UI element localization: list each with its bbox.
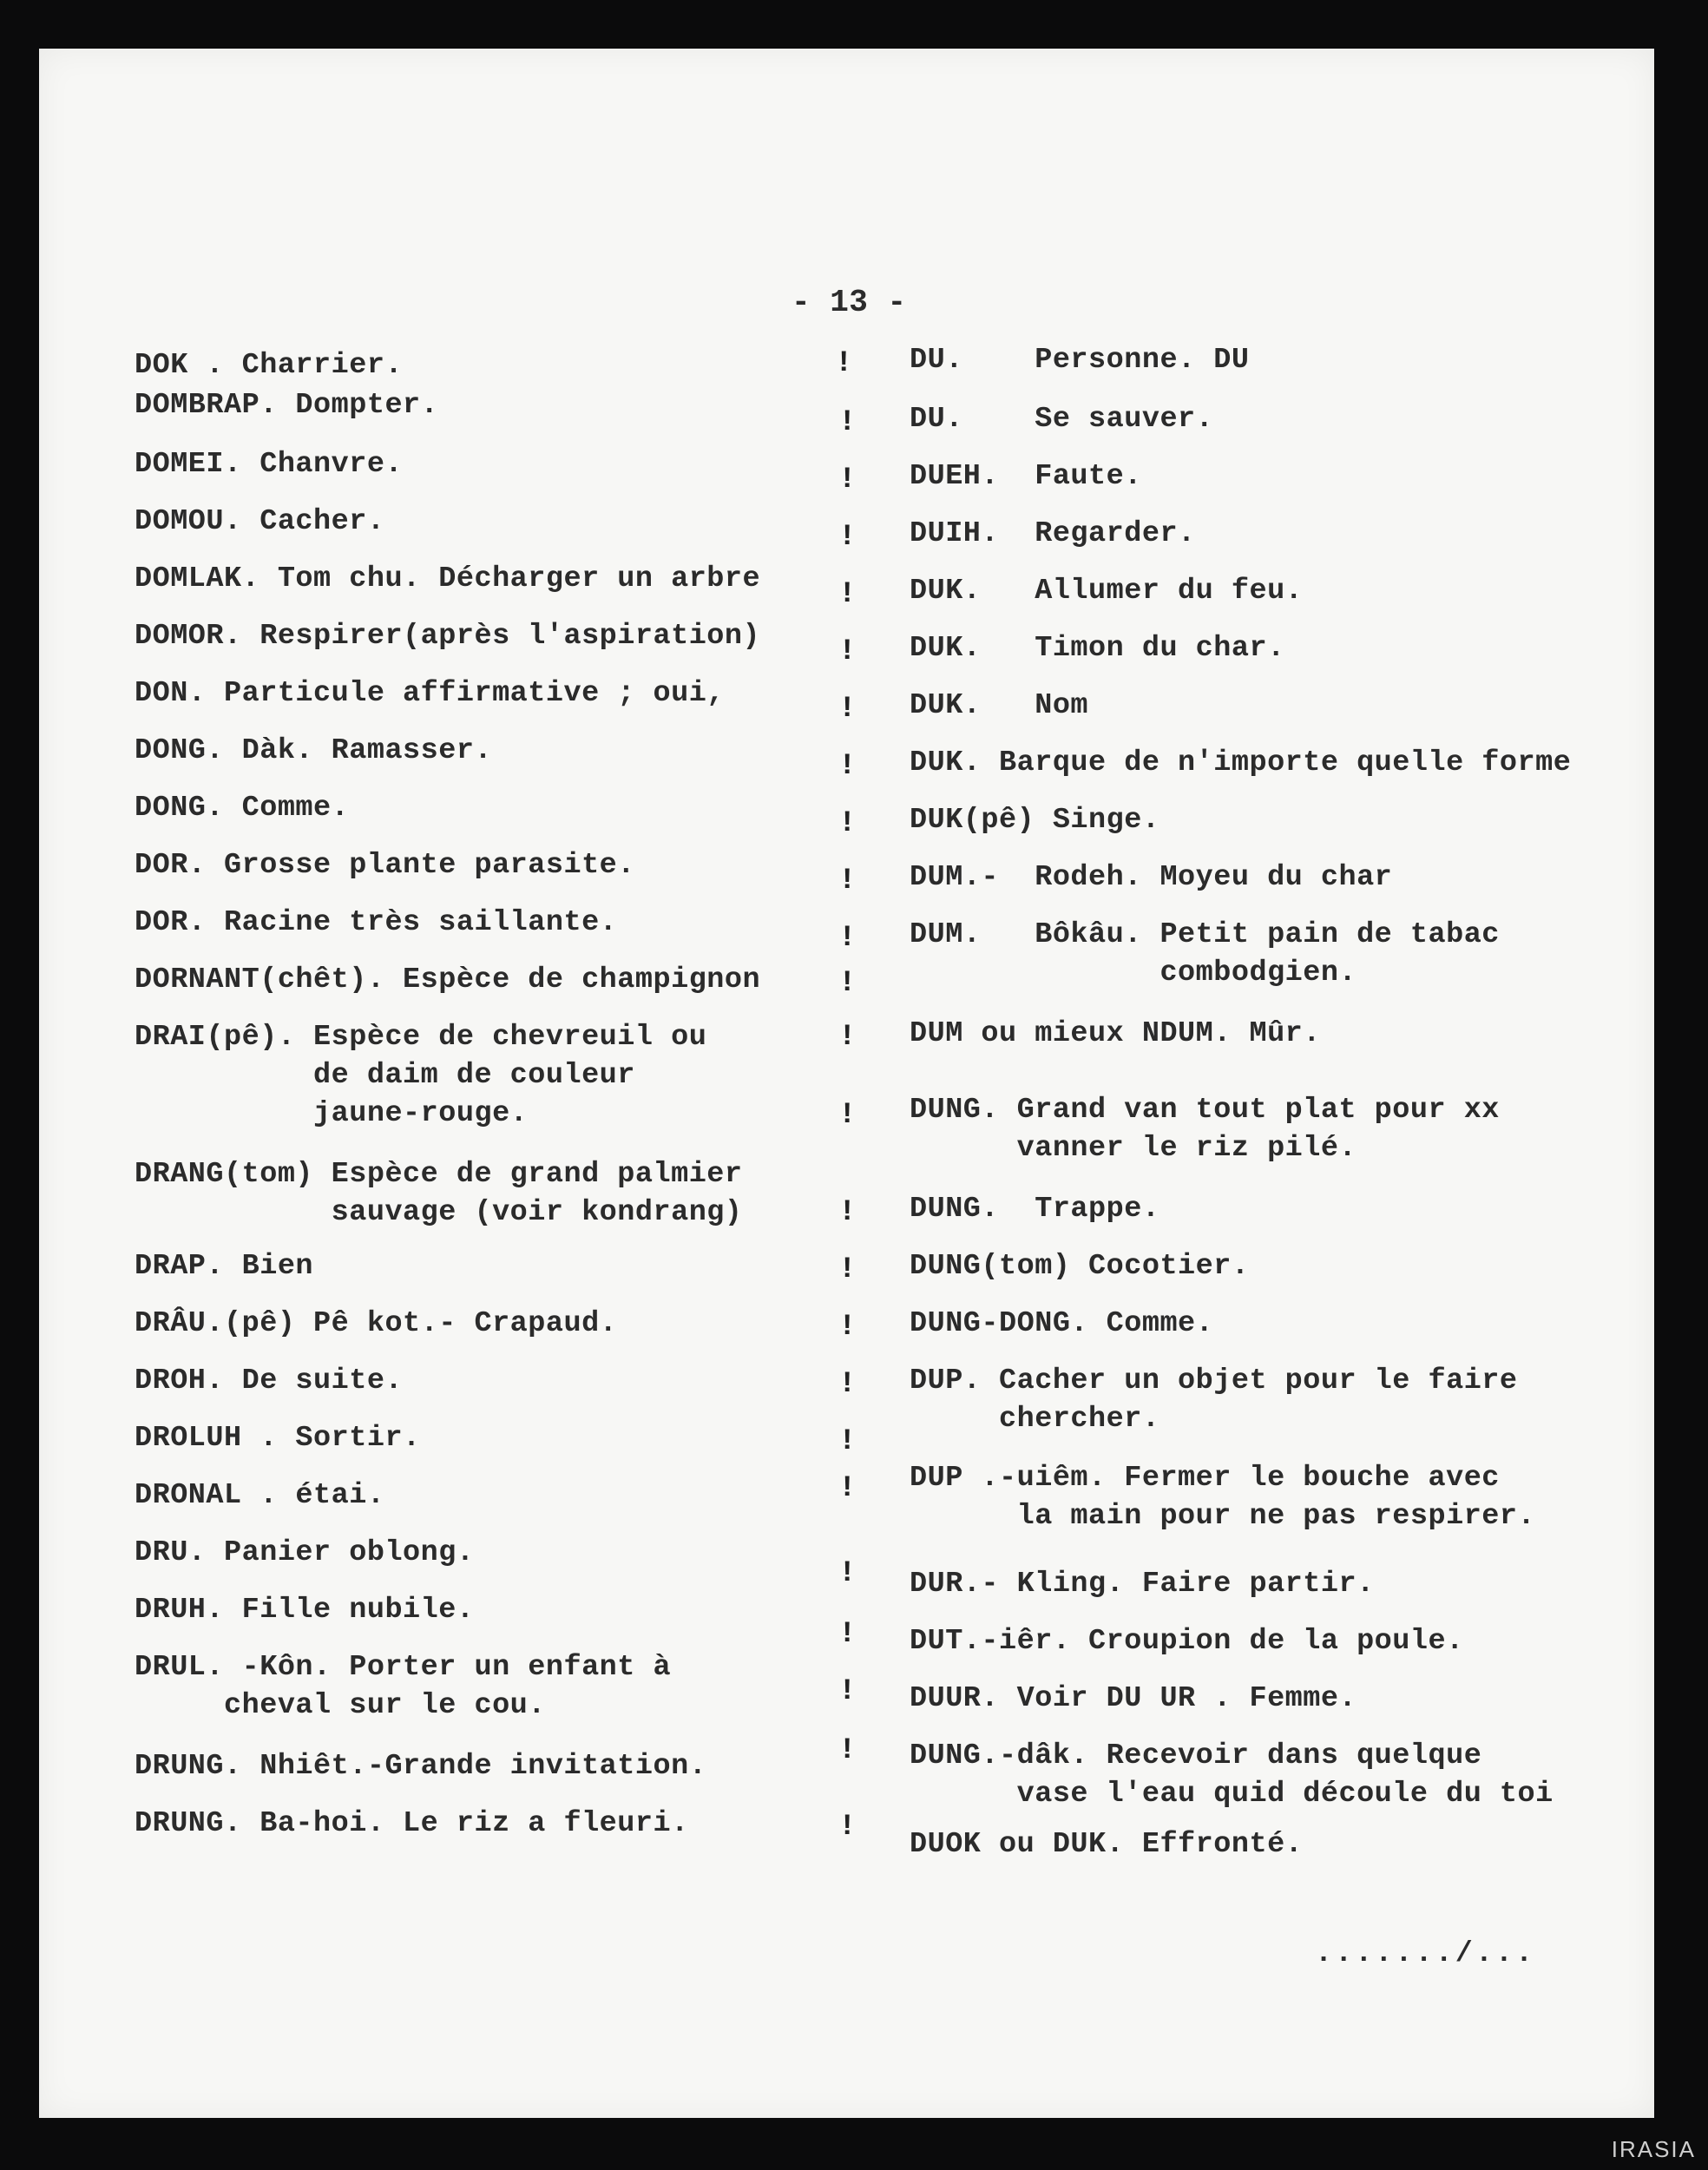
right-entry: DUT.-iêr. Croupion de la poule. — [910, 1625, 1464, 1658]
left-entry: DOR. Grosse plante parasite. — [135, 849, 635, 882]
divider-mark: ! — [838, 521, 857, 554]
left-entry: DRU. Panier oblong. — [135, 1536, 475, 1569]
divider-mark: ! — [838, 967, 857, 1000]
left-entry: DOR. Racine très saillante. — [135, 906, 618, 939]
left-entry: DRUH. Fille nubile. — [135, 1594, 475, 1627]
left-entry: DOMOR. Respirer(après l'aspiration) — [135, 620, 761, 653]
left-entry: DOMEI. Chanvre. — [135, 448, 404, 481]
watermark: IRASIA — [1611, 2136, 1696, 2162]
right-entry: DUEH. Faute. — [910, 460, 1142, 493]
left-entry: DRANG(tom) Espèce de grand palmier — [135, 1158, 743, 1191]
left-entry-continuation: de daim de couleur — [135, 1059, 635, 1092]
right-entry: DU. Se sauver. — [910, 403, 1214, 436]
right-entry: DUM. Bôkâu. Petit pain de tabac — [910, 918, 1500, 951]
divider-mark: ! — [838, 1099, 857, 1132]
left-entry-continuation: jaune-rouge. — [135, 1097, 529, 1130]
divider-mark: ! — [838, 464, 857, 496]
left-entry: DROH. De suite. — [135, 1364, 404, 1397]
right-entry: DUM.- Rodeh. Moyeu du char — [910, 861, 1393, 894]
left-entry: DOMOU. Cacher. — [135, 505, 385, 538]
divider-mark: ! — [838, 1734, 857, 1767]
left-entry: DONG. Dàk. Ramasser. — [135, 734, 493, 767]
left-entry: DORNANT(chêt). Espèce de champignon — [135, 963, 761, 996]
left-entry: DRONAL . étai. — [135, 1479, 385, 1512]
right-entry: DUP. Cacher un objet pour le faire — [910, 1364, 1518, 1397]
right-entry-continuation: la main pour ne pas respirer. — [910, 1500, 1536, 1533]
left-entry: DOK . Charrier. — [135, 349, 404, 382]
divider-mark: ! — [838, 750, 857, 783]
right-entry: DUK. Timon du char. — [910, 632, 1285, 665]
continuation-marker: ......./... — [1315, 1937, 1536, 1970]
divider-mark: ! — [838, 922, 857, 955]
right-entry: DUIH. Regarder. — [910, 517, 1196, 550]
divider-mark: ! — [838, 865, 857, 898]
right-entry: DUP .-uiêm. Fermer le bouche avec — [910, 1462, 1500, 1495]
left-entry: DRUNG. Nhiêt.-Grande invitation. — [135, 1750, 707, 1783]
right-entry-continuation: combodgien. — [910, 957, 1357, 990]
left-entry: DOMBRAP. Dompter. — [135, 389, 439, 422]
divider-mark: ! — [838, 1311, 857, 1344]
right-entry-continuation: vanner le riz pilé. — [910, 1132, 1357, 1165]
divider-mark: ! — [838, 1425, 857, 1458]
right-entry: DUUR. Voir DU UR . Femme. — [910, 1682, 1357, 1715]
divider-mark: ! — [838, 1557, 857, 1590]
left-entry: DONG. Comme. — [135, 792, 350, 825]
divider-mark: ! — [838, 1472, 857, 1505]
divider-mark: ! — [838, 1021, 857, 1054]
left-entry-continuation: sauvage (voir kondrang) — [135, 1196, 743, 1229]
right-entry: DU. Personne. DU — [910, 344, 1250, 377]
divider-mark: ! — [838, 693, 857, 726]
right-entry: DUNG.-dâk. Recevoir dans quelque — [910, 1739, 1482, 1772]
right-entry: DUM ou mieux NDUM. Mûr. — [910, 1017, 1321, 1050]
right-entry: DUK. Nom — [910, 689, 1089, 722]
left-entry: DON. Particule affirmative ; oui, — [135, 677, 725, 710]
divider-mark: ! — [838, 635, 857, 668]
divider-mark: ! — [838, 406, 857, 439]
left-entry: DRUL. -Kôn. Porter un enfant à — [135, 1651, 672, 1684]
left-entry-continuation: cheval sur le cou. — [135, 1689, 546, 1722]
right-entry: DUNG. Trappe. — [910, 1193, 1160, 1226]
divider-mark: ! — [838, 1253, 857, 1286]
divider-mark: ! — [838, 1618, 857, 1651]
divider-mark: ! — [835, 347, 853, 380]
right-entry: DUR.- Kling. Faire partir. — [910, 1568, 1375, 1601]
left-entry: DRUNG. Ba-hoi. Le riz a fleuri. — [135, 1807, 689, 1840]
right-entry: DUK(pê) Singe. — [910, 804, 1160, 837]
divider-mark: ! — [838, 1675, 857, 1708]
divider-mark: ! — [838, 578, 857, 611]
page-number: - 13 - — [792, 285, 907, 320]
left-entry: DROLUH . Sortir. — [135, 1422, 421, 1455]
right-entry: DUOK ou DUK. Effronté. — [910, 1828, 1304, 1861]
divider-mark: ! — [838, 1368, 857, 1401]
right-entry-continuation: vase l'eau quid découle du toi — [910, 1778, 1554, 1811]
left-entry: DRÂU.(pê) Pê kot.- Crapaud. — [135, 1307, 618, 1340]
divider-mark: ! — [838, 1811, 857, 1844]
right-entry: DUK. Allumer du feu. — [910, 575, 1304, 608]
right-entry: DUNG. Grand van tout plat pour xx — [910, 1094, 1500, 1127]
right-entry: DUNG-DONG. Comme. — [910, 1307, 1214, 1340]
left-entry: DOMLAK. Tom chu. Décharger un arbre — [135, 562, 761, 595]
left-entry: DRAI(pê). Espèce de chevreuil ou — [135, 1021, 707, 1054]
right-entry-continuation: chercher. — [910, 1403, 1160, 1436]
right-entry: DUK. Barque de n'importe quelle forme — [910, 746, 1572, 779]
right-entry: DUNG(tom) Cocotier. — [910, 1250, 1250, 1283]
divider-mark: ! — [838, 1196, 857, 1229]
left-entry: DRAP. Bien — [135, 1250, 314, 1283]
divider-mark: ! — [838, 807, 857, 840]
